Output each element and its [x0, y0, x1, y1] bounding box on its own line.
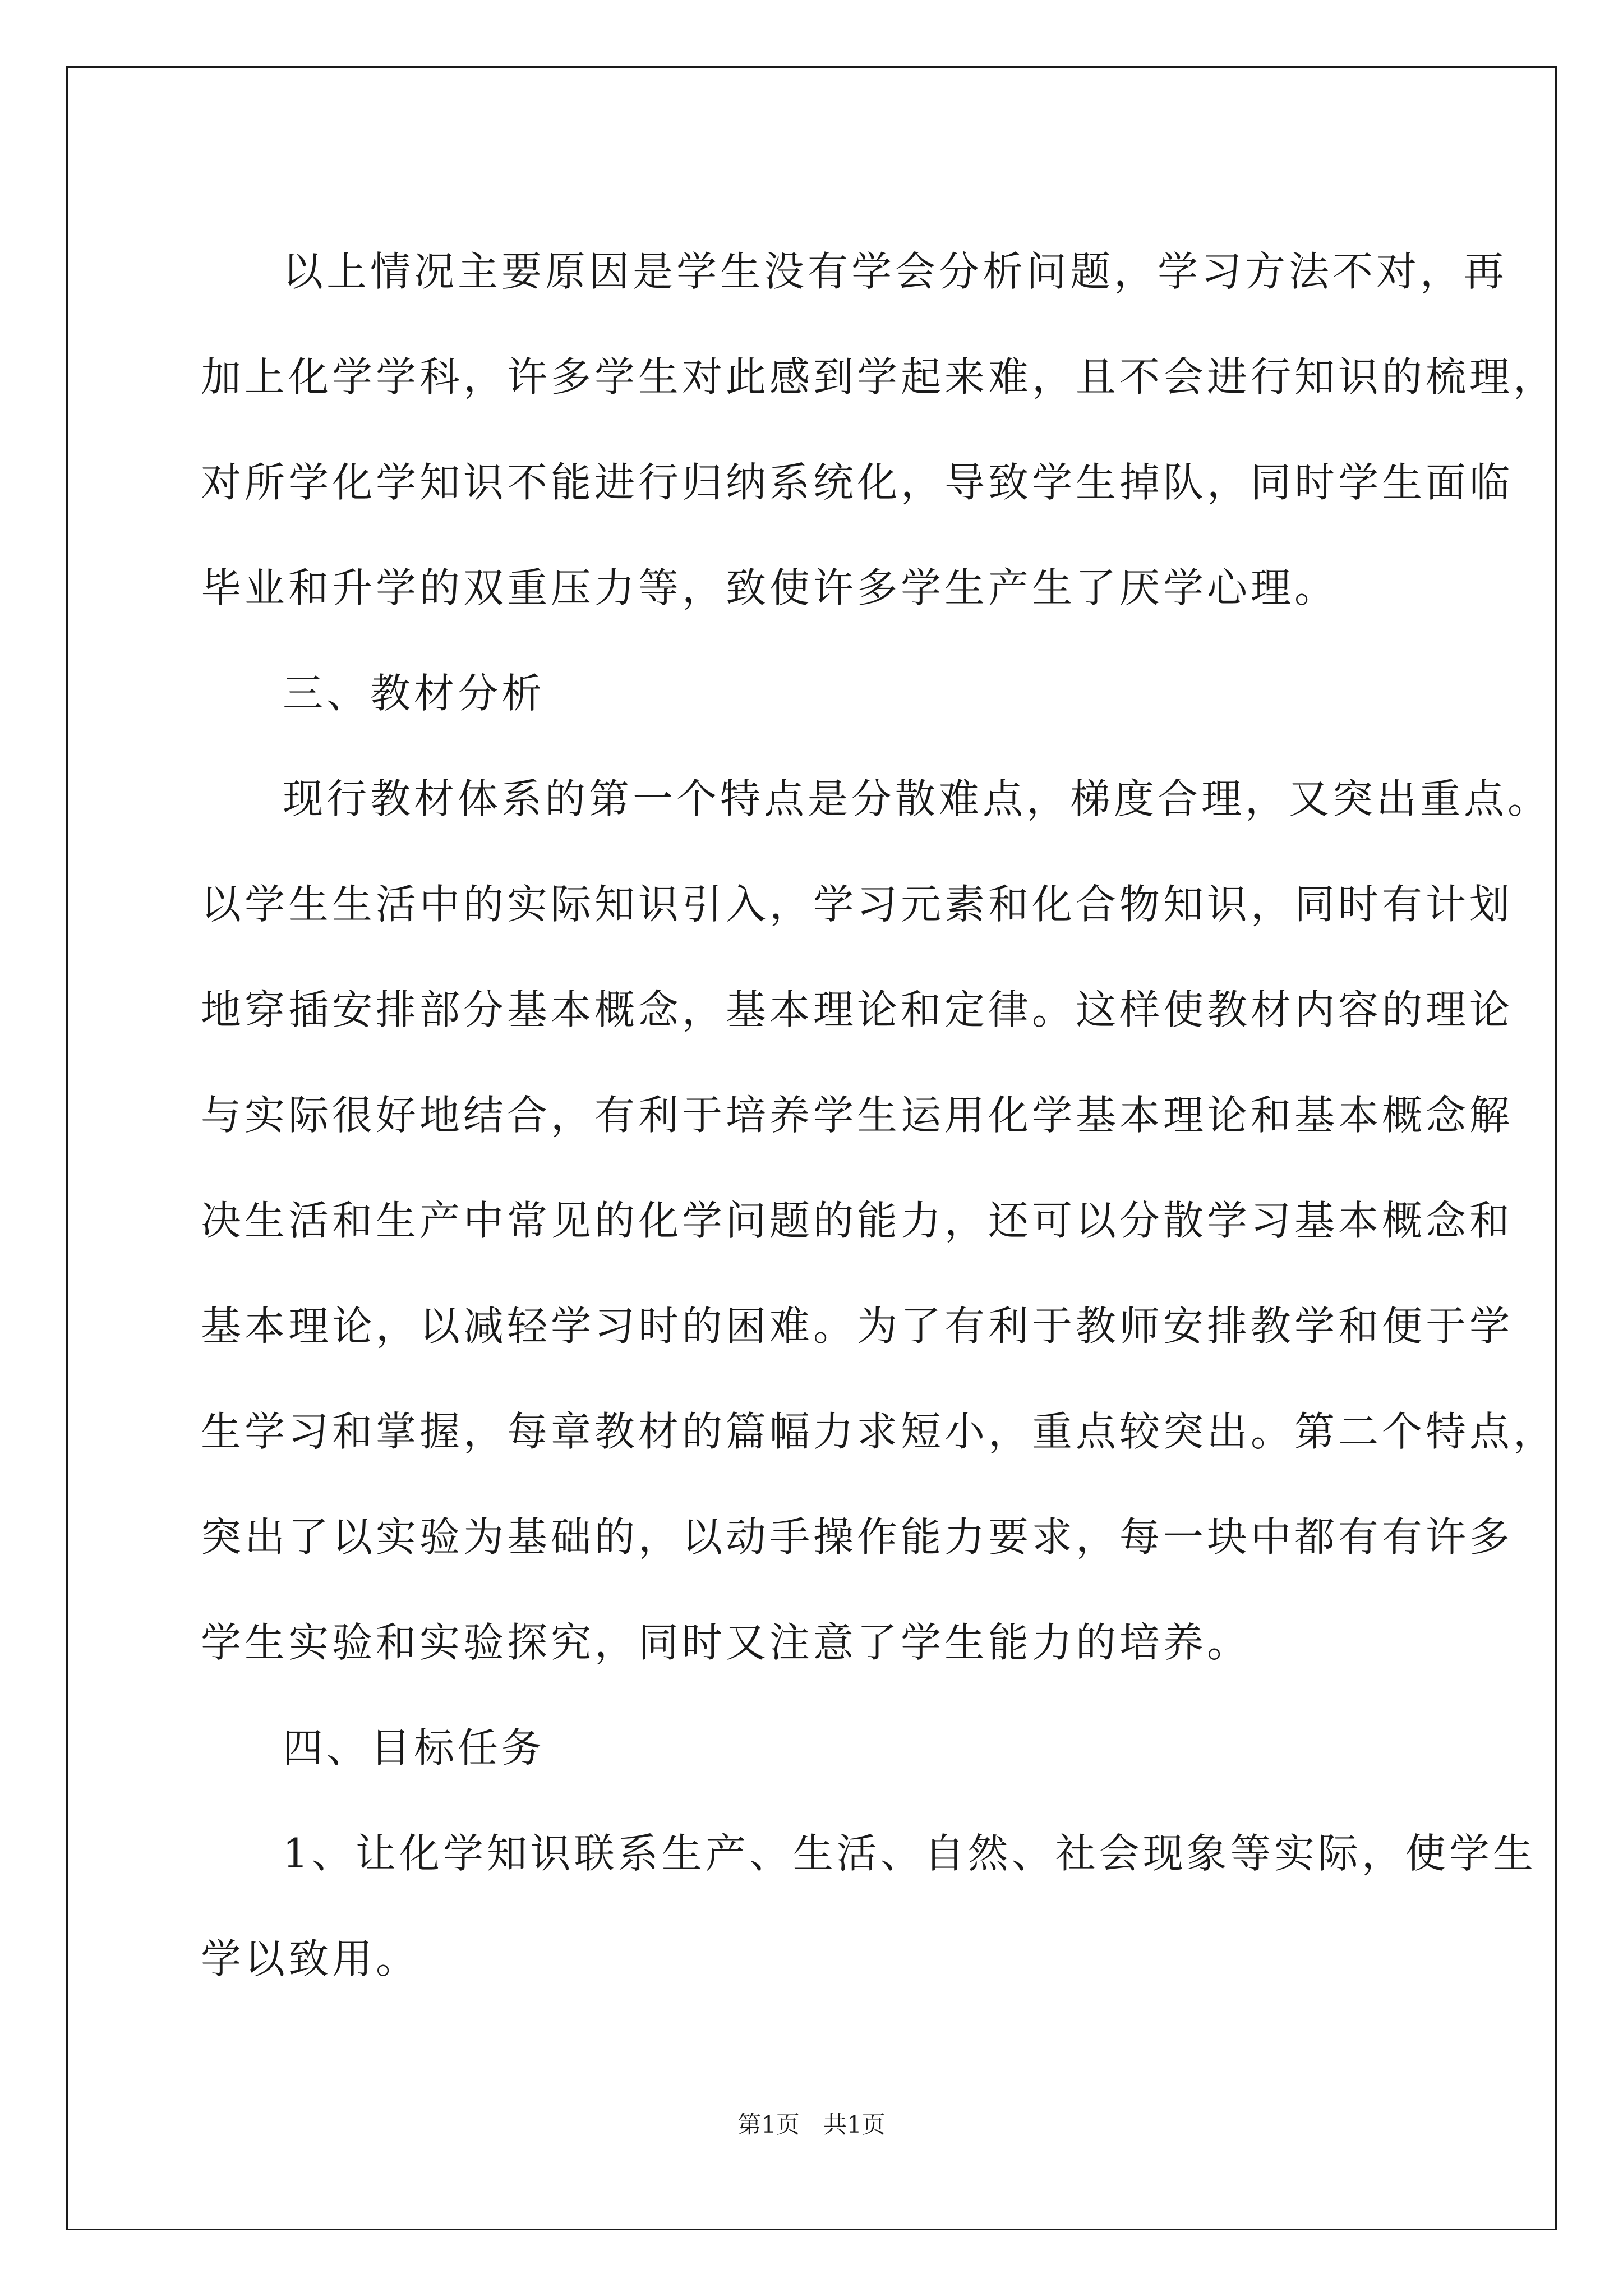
text-line: 地穿插安排部分基本概念，基本理论和定律。这样使教材内容的理论: [201, 986, 1514, 1033]
text-line: 以学生生活中的实际知识引入，学习元素和化合物知识，同时有计划: [201, 881, 1514, 928]
text-line: 加上化学学科，许多学生对此感到学起来难，且不会进行知识的梳理，: [201, 353, 1557, 401]
text-line: 生学习和掌握，每章教材的篇幅力求短小，重点较突出。第二个特点，: [201, 1408, 1557, 1455]
page-footer: 第1页 共1页: [737, 2111, 886, 2138]
text-line: 与实际很好地结合，有利于培养学生运用化学基本理论和基本概念解: [201, 1092, 1514, 1139]
text-line: 基本理论，以减轻学习时的困难。为了有利于教师安排教学和便于学: [201, 1303, 1514, 1350]
text-line: 对所学化学知识不能进行归纳系统化，导致学生掉队，同时学生面临: [201, 459, 1514, 506]
document-body: [201, 219, 1557, 2012]
text-line: 学生实验和实验探究，同时又注意了学生能力的培养。: [201, 1619, 1251, 1666]
text-line: 学以致用。: [201, 1935, 420, 1982]
text-line: 1、让化学知识联系生产、生活、自然、社会现象等实际，使学生: [283, 1830, 1537, 1877]
section-heading: 四、目标任务: [283, 1724, 546, 1772]
text-line: 毕业和升学的双重压力等，致使许多学生产生了厌学心理。: [201, 564, 1339, 611]
text-line: 决生活和生产中常见的化学问题的能力，还可以分散学习基本概念和: [201, 1197, 1514, 1244]
text-line: 突出了以实验为基础的，以动手操作能力要求，每一块中都有有许多: [201, 1513, 1514, 1561]
text-line: 现行教材体系的第一个特点是分散难点，梯度合理，又突出重点。: [283, 775, 1552, 822]
section-heading: 三、教材分析: [283, 670, 546, 717]
text-line: 以上情况主要原因是学生没有学会分析问题，学习方法不对，再: [283, 248, 1508, 295]
